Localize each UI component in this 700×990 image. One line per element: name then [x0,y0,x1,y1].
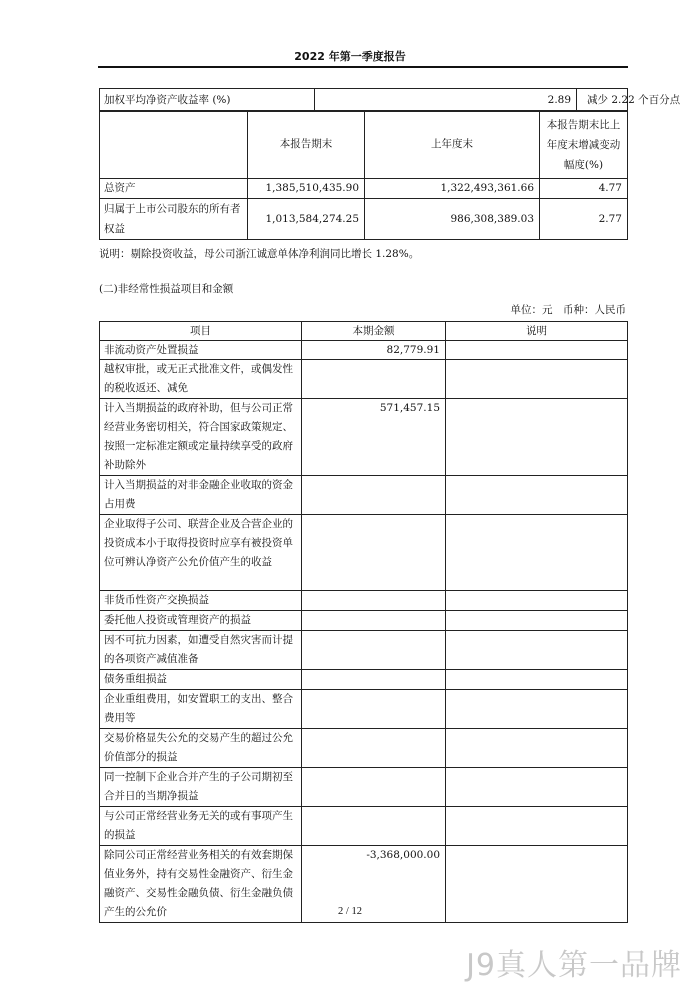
row-item: 计入当期损益的对非金融企业收取的资金占用费 [100,476,302,515]
row-amount [302,476,446,515]
row-item: 因不可抗力因素，如遭受自然灾害而计提的各项资产减值准备 [100,631,302,670]
row-amount: 82,779.91 [302,341,446,360]
row-label: 总资产 [100,179,248,199]
header-item: 项目 [100,322,302,341]
col-prior-header: 上年度末 [365,111,540,179]
row-item: 计入当期损益的政府补助，但与公司正常经营业务密切相关，符合国家政策规定、按照一定标准定额或定量持续享受的政府补助除外 [100,399,302,476]
row-item: 除同公司正常经营业务相关的有效套期保值业务外，持有交易性金融资产、衍生金融资产、交易性金融负债、衍生金融负债产生的公允价 [100,846,302,923]
header-rule [98,66,628,68]
row-amount [302,670,446,690]
table-row [100,670,628,690]
row-change: 2.77 [540,199,628,240]
weighted-roe-label: 加权平均净资产收益率 (%) [100,89,315,112]
row-current: 1,013,584,274.25 [248,199,365,240]
row-amount [302,631,446,670]
weighted-roe-change: 减少 2.22 个百分点 [577,89,628,112]
table-row [100,179,628,199]
row-desc [446,399,628,476]
row-desc [446,476,628,515]
row-amount [302,611,446,631]
page-number: 2 / 12 [338,906,362,917]
table-row [100,591,628,611]
row-item: 交易价格显失公允的交易产生的超过公允价值部分的损益 [100,729,302,768]
page-header: 2022 年第一季度报告 [294,50,406,63]
row-current: 1,385,510,435.90 [248,179,365,199]
row-desc [446,768,628,807]
row-desc [446,515,628,591]
non-recurring-table [99,321,628,923]
row-desc [446,341,628,360]
table-row [100,199,628,240]
balance-table [99,110,628,240]
header-amount: 本期金额 [302,322,446,341]
note-text: 说明：剔除投资收益，母公司浙江诚意单体净利润同比增长 1.28%。 [99,248,420,260]
row-item: 越权审批，或无正式批准文件，或偶发性的税收返还、减免 [100,360,302,399]
table-row [100,768,628,807]
table-row [100,399,628,476]
table-row [100,729,628,768]
blank-header-cell [100,111,248,179]
financial-indicators-table [99,88,681,112]
row-item: 委托他人投资或管理资产的损益 [100,611,302,631]
table-row [100,631,628,670]
row-amount [302,515,446,591]
table-row [100,690,628,729]
row-change: 4.77 [540,179,628,199]
table-row [100,515,628,591]
section-title: (二)非经常性损益项目和金额 [99,283,234,295]
row-item: 企业重组费用，如安置职工的支出、整合费用等 [100,690,302,729]
unit-text: 单位：元 币种：人民币 [510,304,626,316]
row-desc [446,690,628,729]
row-label: 归属于上市公司股东的所有者权益 [100,199,248,240]
row-desc [446,611,628,631]
row-desc [446,729,628,768]
row-amount [302,690,446,729]
row-amount [302,591,446,611]
row-amount [302,360,446,399]
table-row [100,611,628,631]
row-desc [446,591,628,611]
row-desc [446,631,628,670]
row-amount [302,768,446,807]
row-item: 与公司正常经营业务无关的或有事项产生的损益 [100,807,302,846]
row-amount: -3,368,000.00 [302,846,446,923]
row-item: 债务重组损益 [100,670,302,690]
table-row [100,360,628,399]
row-item: 非货币性资产交换损益 [100,591,302,611]
row-desc [446,360,628,399]
row-amount: 571,457.15 [302,399,446,476]
row-item: 非流动资产处置损益 [100,341,302,360]
table-row [100,341,628,360]
row-amount [302,729,446,768]
col-current-header: 本报告期末 [248,111,365,179]
watermark: J9真人第一品牌 [466,948,682,983]
row-item: 企业取得子公司、联营企业及合营企业的投资成本小于取得投资时应享有被投资单位可辨认净资产公允价值产生的收益 [100,515,302,591]
row-amount [302,807,446,846]
row-prior: 1,322,493,361.66 [365,179,540,199]
row-desc [446,807,628,846]
weighted-roe-value: 2.89 [315,89,577,112]
col-change-header: 本报告期末比上年度末增减变动幅度(%) [540,111,628,179]
table-row [100,807,628,846]
header-desc: 说明 [446,322,628,341]
table-row [100,476,628,515]
row-item: 同一控制下企业合并产生的子公司期初至合并日的当期净损益 [100,768,302,807]
row-prior: 986,308,389.03 [365,199,540,240]
row-desc [446,670,628,690]
